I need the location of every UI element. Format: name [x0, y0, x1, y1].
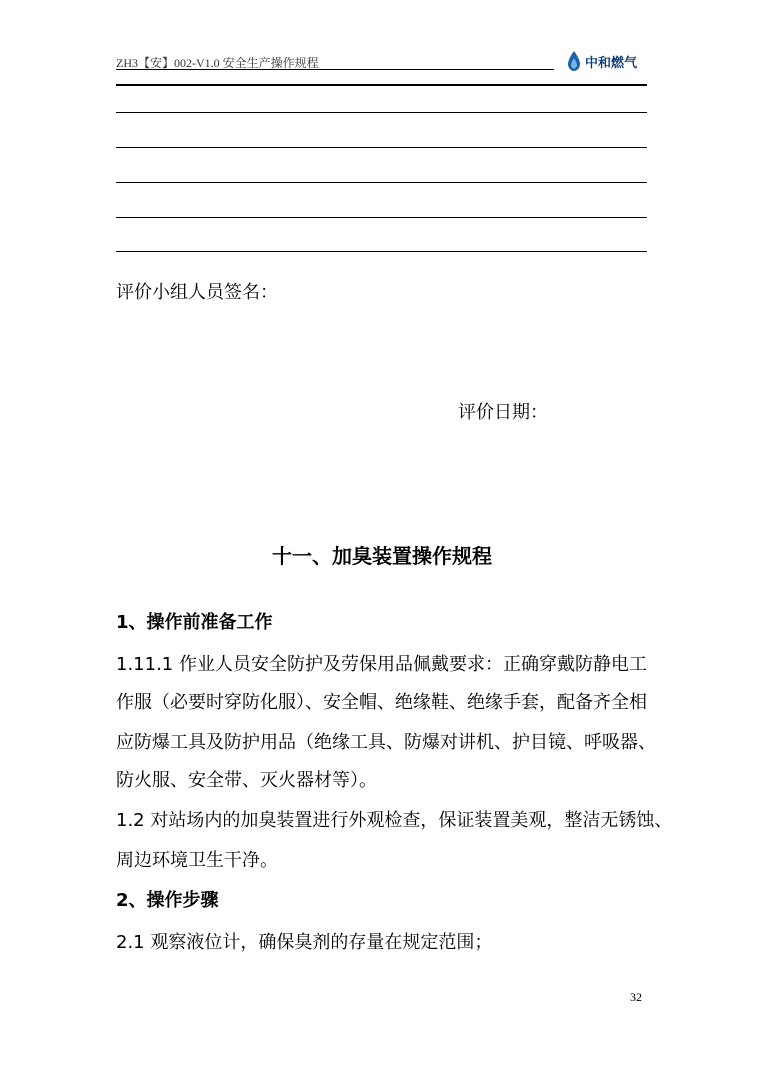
flame-drop-icon	[566, 50, 582, 72]
paragraph-line: 应防爆工具及防护用品（绝缘工具、防爆对讲机、护目镜、呼吸器、	[116, 732, 656, 753]
blank-line	[116, 217, 647, 218]
blank-line	[116, 112, 647, 113]
blank-line	[116, 251, 647, 252]
top-border-rule	[116, 84, 647, 86]
paragraph-line: 1.2 对站场内的加臭装置进行外观检查，保证装置美观，整洁无锈蚀、	[116, 810, 673, 831]
page-number: 32	[630, 990, 642, 1004]
blank-line	[116, 182, 647, 183]
paragraph-line: 周边环境卫生干净。	[116, 850, 278, 871]
header-rule	[116, 69, 554, 70]
blank-line	[116, 147, 647, 148]
company-logo	[566, 48, 650, 74]
signature-label: 评价小组人员签名：	[116, 282, 278, 303]
paragraph-line: 2.1 观察液位计，确保臭剂的存量在规定范围；	[116, 932, 493, 953]
subheading-preparation: 1、操作前准备工作	[116, 612, 273, 633]
logo-text: 中和燃气	[585, 55, 638, 71]
header-doc-title: ZH3【安】002-V1.0 安全生产操作规程	[116, 56, 319, 70]
section-title: 十一、加臭装置操作规程	[272, 544, 492, 568]
subheading-steps: 2、操作步骤	[116, 890, 219, 911]
paragraph-line: 1.11.1 作业人员安全防护及劳保用品佩戴要求：正确穿戴防静电工	[116, 654, 647, 675]
date-label: 评价日期：	[458, 402, 548, 423]
paragraph-line: 作服（必要时穿防化服）、安全帽、绝缘鞋、绝缘手套，配备齐全相	[116, 692, 647, 713]
paragraph-line: 防火服、安全带、灭火器材等）。	[116, 770, 377, 791]
